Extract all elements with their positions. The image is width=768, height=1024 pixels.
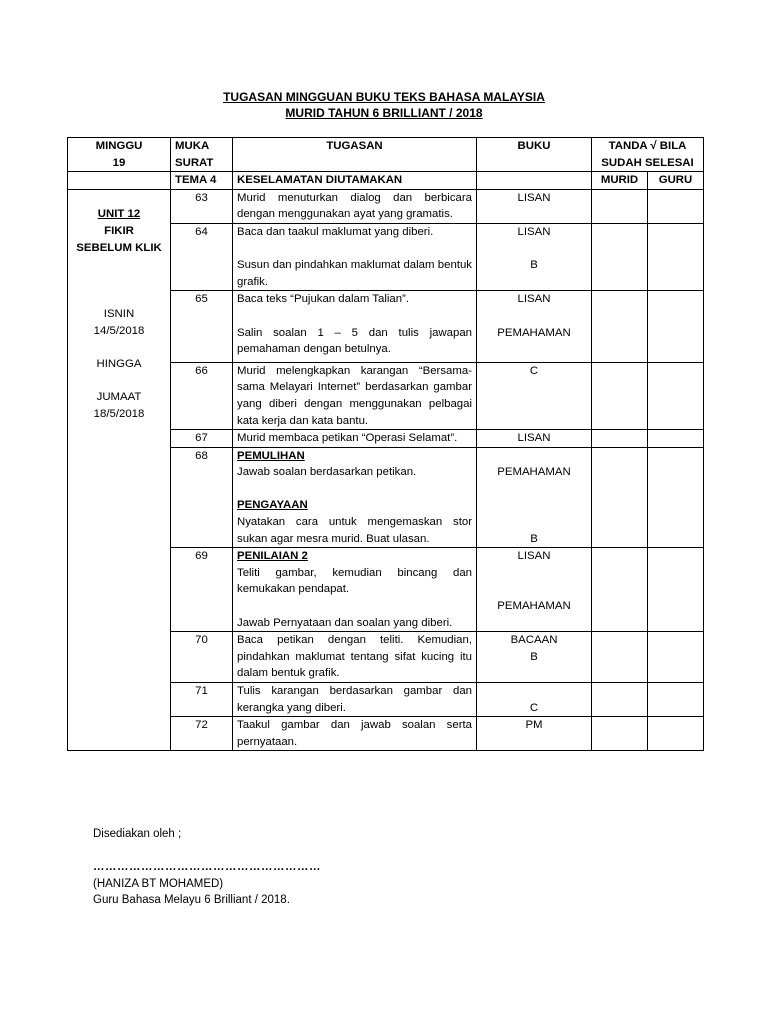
header-row [68,138,704,172]
teacher-position: Guru Bahasa Melayu 6 Brilliant / 2018. [93,894,290,906]
book-label: C [529,364,539,377]
page-number: 64 [171,223,233,290]
guru-check-cell[interactable] [648,189,704,223]
book-label: PEMAHAMAN [497,600,571,613]
task-cell [233,223,477,290]
unit-label: UNIT 12 [97,208,141,221]
book-cell [477,430,592,448]
task-text: Baca petikan dengan teliti. Kemudian, pindahkan maklumat tentang sifat kucing itu dalam bentuk grafik. [233,632,477,683]
guru-check-cell[interactable] [648,291,704,362]
task-heading: PEMULIHAN [237,449,305,462]
page-number: 70 [171,632,233,683]
book-label: B [530,650,538,663]
guru-check-cell[interactable] [648,632,704,683]
book-cell [477,291,592,362]
book-label: B [530,532,538,545]
task-text: Salin soalan 1 – 5 dan tulis jawapan pemahaman dengan betulnya. [237,326,472,356]
header-tugasan: TUGASAN [233,138,477,172]
book-label: PEMAHAMAN [497,466,571,479]
book-label: LISAN [517,293,551,306]
header-surat-label: SURAT [175,156,214,169]
guru-column-header: GURU [648,172,704,190]
header-minggu [68,138,171,172]
theme-buku-blank [477,172,592,190]
book-label: C [529,701,539,714]
task-cell [233,291,477,362]
assignment-table [67,137,704,751]
murid-check-cell[interactable] [592,223,648,290]
table-row [68,189,704,223]
task-cell [233,548,477,632]
task-text: Baca dan taakul maklumat yang diberi. [237,225,434,238]
book-cell [477,632,592,683]
task-text: Jawab Pernyataan dan soalan yang diberi. [237,616,453,629]
task-text: Jawab soalan berdasarkan petikan. [237,466,417,479]
hingga-label: HINGGA [96,357,142,370]
book-cell [477,548,592,632]
prepared-by-label: Disediakan oleh ; [93,828,182,840]
teacher-name: (HANIZA BT MOHAMED) [93,878,224,890]
murid-check-cell[interactable] [592,189,648,223]
task-text: Susun dan pindahkan maklumat dalam bentuk grafik. [237,259,472,288]
start-day: ISNIN [103,307,135,320]
unit-title-line1: FIKIR [104,224,134,237]
murid-column-header: MURID [592,172,648,190]
book-cell [477,362,592,429]
murid-check-cell[interactable] [592,447,648,548]
guru-check-cell[interactable] [648,548,704,632]
signature-line: ………………………………………………… [93,861,321,873]
murid-check-cell[interactable] [592,683,648,717]
theme-title: KESELAMATAN DIUTAMAKAN [233,172,477,190]
page-number: 69 [171,548,233,632]
page-number: 72 [171,717,233,751]
page-number: 63 [171,189,233,223]
guru-check-cell[interactable] [648,430,704,448]
task-text: Murid menuturkan dialog dan berbicara dengan menggunakan ayat yang gramatis. [233,189,477,223]
murid-check-cell[interactable] [592,717,648,751]
murid-check-cell[interactable] [592,362,648,429]
theme-row [68,172,704,190]
murid-check-cell[interactable] [592,291,648,362]
book-label: PM [525,719,543,732]
task-text: Murid melengkapkan karangan “Bersama-sama Melayari Internet” berdasarkan gambar yang diberi dengan menggunakan pelbagai kata kerja dan kata bantu. [233,362,477,429]
end-day: JUMAAT [96,390,142,403]
header-minggu-label: MINGGU [95,140,143,152]
theme-row-blank [68,172,171,190]
book-cell [477,717,592,751]
header-tanda-line1: TANDA √ BILA [608,140,687,152]
book-label: LISAN [517,432,551,445]
page-number: 71 [171,683,233,717]
document-subtitle: MURID TAHUN 6 BRILLIANT / 2018 [285,106,483,120]
task-text: Taakul gambar dan jawab soalan serta pernyataan. [233,717,477,751]
guru-check-cell[interactable] [648,223,704,290]
start-date: 14/5/2018 [93,324,145,337]
book-cell [477,223,592,290]
book-label: LISAN [517,225,551,238]
murid-check-cell[interactable] [592,632,648,683]
book-cell [477,189,592,223]
book-label: PEMAHAMAN [497,326,571,339]
book-label: B [530,259,538,272]
task-heading: PENILAIAN 2 [237,550,308,563]
task-text: Tulis karangan berdasarkan gambar dan kerangka yang diberi. [233,683,477,717]
unit-title-line2: SEBELUM KLIK [76,241,162,254]
header-muka-label: MUKA [175,140,210,152]
murid-check-cell[interactable] [592,548,648,632]
task-text: Teliti gambar, kemudian bincang dan kemukakan pendapat. [237,566,472,596]
end-date: 18/5/2018 [93,407,145,420]
task-heading: PENGAYAAN [237,499,308,512]
header-buku: BUKU [477,138,592,172]
theme-label: TEMA 4 [171,172,233,190]
book-label: BACAAN [510,634,558,647]
task-cell [233,447,477,548]
header-tanda [592,138,704,172]
book-label: LISAN [517,191,551,204]
header-minggu-number: 19 [112,156,126,169]
murid-check-cell[interactable] [592,430,648,448]
task-text: Nyatakan cara untuk mengemaskan stor sukan agar mesra murid. Buat ulasan. [237,516,472,545]
guru-check-cell[interactable] [648,683,704,717]
book-label: LISAN [517,550,551,563]
book-cell [477,683,592,717]
page-number: 65 [171,291,233,362]
guru-check-cell[interactable] [648,362,704,429]
page-number: 66 [171,362,233,429]
book-cell [477,447,592,548]
page-number: 67 [171,430,233,448]
task-text: Murid membaca petikan “Operasi Selamat”. [233,430,477,448]
page-number: 68 [171,447,233,548]
document-title: TUGASAN MINGGUAN BUKU TEKS BAHASA MALAYSIA [223,90,545,104]
header-tanda-line2: SUDAH SELESAI [601,156,694,169]
header-muka-surat [171,138,233,172]
guru-check-cell[interactable] [648,447,704,548]
task-text: Baca teks “Pujukan dalam Talian”. [237,293,410,306]
guru-check-cell[interactable] [648,717,704,751]
week-info-cell [68,189,171,751]
